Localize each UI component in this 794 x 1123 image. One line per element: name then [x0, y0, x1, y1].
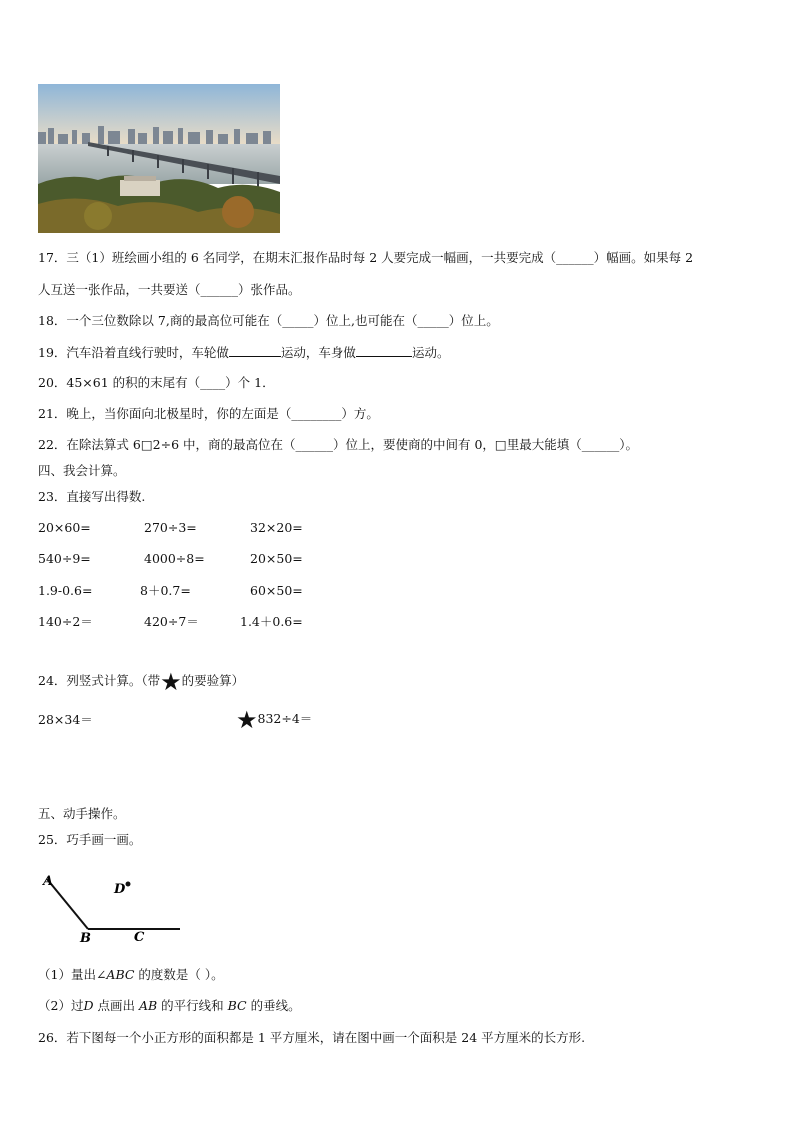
q17-line2: 人互送一张作品，一共要送（______）张作品。 [38, 282, 301, 297]
calc-r3c1: 1.9-0.6= [38, 583, 93, 598]
q19-blank-2[interactable] [356, 344, 412, 357]
calc-r4c3: 1.4＋0.6= [240, 614, 303, 629]
q25-2-ab: AB [138, 998, 158, 1013]
vertical-calc-b [236, 708, 312, 732]
q19-part-c: 运动。 [411, 345, 450, 360]
q25-2-a: （2）过 [38, 998, 84, 1013]
calc-r4c2: 420÷7＝ [144, 614, 199, 629]
q26: 26．若下图每一个小正方形的面积都是 1 平方厘米，请在图中画一个面积是 24 平方厘米的长方形. [38, 1030, 586, 1045]
q23: 23．直接写出得数. [38, 489, 146, 504]
calc-r1c2: 270÷3= [144, 520, 197, 535]
q25-1-angle: ∠ABC [95, 967, 135, 982]
q24-prefix: 24．列竖式计算。（带 [38, 673, 161, 688]
q18: 18．一个三位数除以 7,商的最高位可能在（_____）位上,也可能在（_____）位上。 [38, 313, 499, 328]
calc-r1c1: 20×60= [38, 520, 91, 535]
q25-1-b: 的度数是（ ）。 [134, 967, 224, 982]
calc-r4c1: 140÷2＝ [38, 614, 93, 629]
q24 [38, 670, 244, 694]
q25: 25．巧手画一画。 [38, 832, 142, 847]
calc-r2c1: 540÷9= [38, 551, 91, 566]
label-d: D [114, 882, 126, 897]
q19-part-a: 19．汽车沿着直线行驶时，车轮做 [38, 345, 229, 360]
q25-2-d: D [83, 998, 94, 1013]
q25-2-e: 的垂线。 [246, 998, 301, 1013]
q25-2-b: 点画出 [93, 998, 139, 1013]
calc-r2c2: 4000÷8= [144, 551, 205, 566]
q25-2-c: 的平行线和 [157, 998, 228, 1013]
label-b: B [80, 931, 91, 944]
calc-r1c3: 32×20= [250, 520, 303, 535]
q25-1-a: （1）量出 [38, 967, 96, 982]
q25-2-bc: BC [227, 998, 247, 1013]
label-a: A [43, 874, 54, 889]
label-c: C [134, 930, 145, 944]
q22: 22．在除法算式 6□2÷6 中，商的最高位在（______）位上，要使商的中间有 0，□里最大能填（______）。 [38, 437, 638, 452]
vertical-calc-b-text: 832÷4＝ [257, 711, 313, 726]
calc-r2c3: 20×50= [250, 551, 303, 566]
calc-r3c3: 60×50= [250, 583, 303, 598]
section-5-heading: 五、动手操作。 [38, 806, 126, 821]
calc-r3c2: 8＋0.7= [140, 583, 191, 598]
q19-blank-1[interactable] [229, 344, 281, 357]
point-d [126, 882, 131, 887]
star-icon: ★ [236, 706, 258, 734]
star-icon: ★ [160, 668, 182, 696]
segment-ab [47, 879, 88, 929]
q19 [38, 344, 449, 361]
q20: 20．45×61 的积的末尾有（____）个 1． [38, 375, 275, 390]
section-4-heading: 四、我会计算。 [38, 463, 126, 478]
q17-line1: 17．三（1）班绘画小组的 6 名同学，在期末汇报作品时每 2 人要完成一幅画，一共要完成（______）幅画。如果每 2 [38, 250, 694, 265]
q25-2 [38, 998, 301, 1014]
q25-1 [38, 967, 224, 983]
q19-part-b: 运动，车身做 [280, 345, 356, 360]
bridge-photo [38, 84, 280, 233]
q21: 21．晚上，当你面向北极星时，你的左面是（________）方。 [38, 406, 379, 421]
q24-suffix: 的要验算） [181, 673, 245, 688]
vertical-calc-a: 28×34＝ [38, 712, 93, 727]
angle-diagram [38, 868, 188, 944]
